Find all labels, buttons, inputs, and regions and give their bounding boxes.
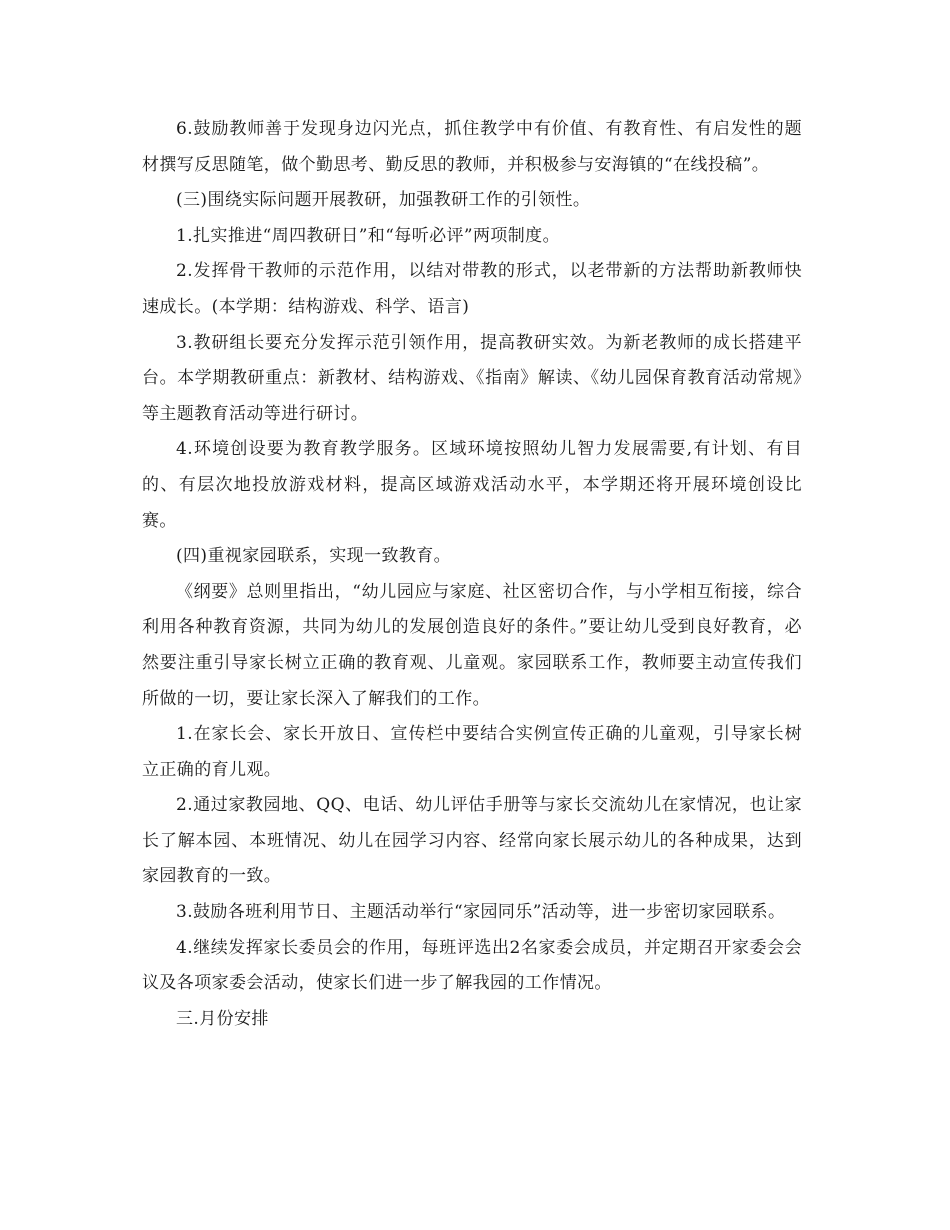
paragraph-parent-committee: 4.继续发挥家长委员会的作用，每班评选出2名家委会成员，并定期召开家委会会议及各项家委会活动，使家长们进一步了解我园的工作情况。: [142, 937, 802, 994]
paragraph-family-activities: 3.鼓励各班利用节日、主题活动举行“家园同乐”活动等，进一步密切家园联系。: [176, 902, 786, 923]
paragraph-research-leaders: 3.教研组长要充分发挥示范引领作用，提高教研实效。为新老教师的成长搭建平台。本学期教研重点：新教材、结构游戏、《指南》解读、《幼儿园保育教育活动常规》等主题教育活动等进行研讨。: [142, 332, 802, 424]
section-heading-home-school: (四)重视家园联系，实现一致教育。: [176, 546, 452, 567]
paragraph-thursday-research-day: 1.扎实推进“周四教研日”和“每听必评”两项制度。: [176, 225, 560, 246]
paragraph-reflection-essays: 6.鼓励教师善于发现身边闪光点，抓住教学中有价值、有教育性、有启发性的题材撰写反思随笔，做个勤思考、勤反思的教师，并积极参与安海镇的“在线投稿”。: [142, 119, 802, 175]
paragraph-mentor-teachers: 2.发挥骨干教师的示范作用，以结对带教的形式，以老带新的方法帮助新教师快速成长。(本学期：结构游戏、科学、语言): [142, 261, 802, 317]
paragraph-parent-communication: 2.通过家教园地、QQ、电话、幼儿评估手册等与家长交流幼儿在家情况，也让家长了解本园、本班情况、幼儿在园学习内容、经常向家长展示幼儿的各种成果，达到家园教育的一致。: [142, 795, 802, 887]
paragraph-environment-design: 4.环境创设要为教育教学服务。区域环境按照幼儿智力发展需要,有计划、有目的、有层次地投放游戏材料，提高区域游戏活动水平，本学期还将开展环境创设比赛。: [142, 439, 802, 531]
document-page: [142, 112, 802, 1037]
section-heading-teaching-research: (三)围绕实际问题开展教研，加强教研工作的引领性。: [176, 190, 591, 211]
section-heading-monthly-schedule: 三.月份安排: [176, 1008, 269, 1029]
paragraph-parent-meetings: 1.在家长会、家长开放日、宣传栏中要结合实例宣传正确的儿童观，引导家长树立正确的育儿观。: [142, 724, 802, 780]
paragraph-outline-quote: 《纲要》总则里指出，“幼儿园应与家庭、社区密切合作，与小学相互衔接，综合利用各种教育资源，共同为幼儿的发展创造良好的条件。”要让幼儿受到良好教育，必然要注重引导家长树立正确的教育观、儿童观。家园联系工作，教师要主动宣传我们所做的一切，要让家长深入了解我们的工作。: [142, 581, 802, 709]
